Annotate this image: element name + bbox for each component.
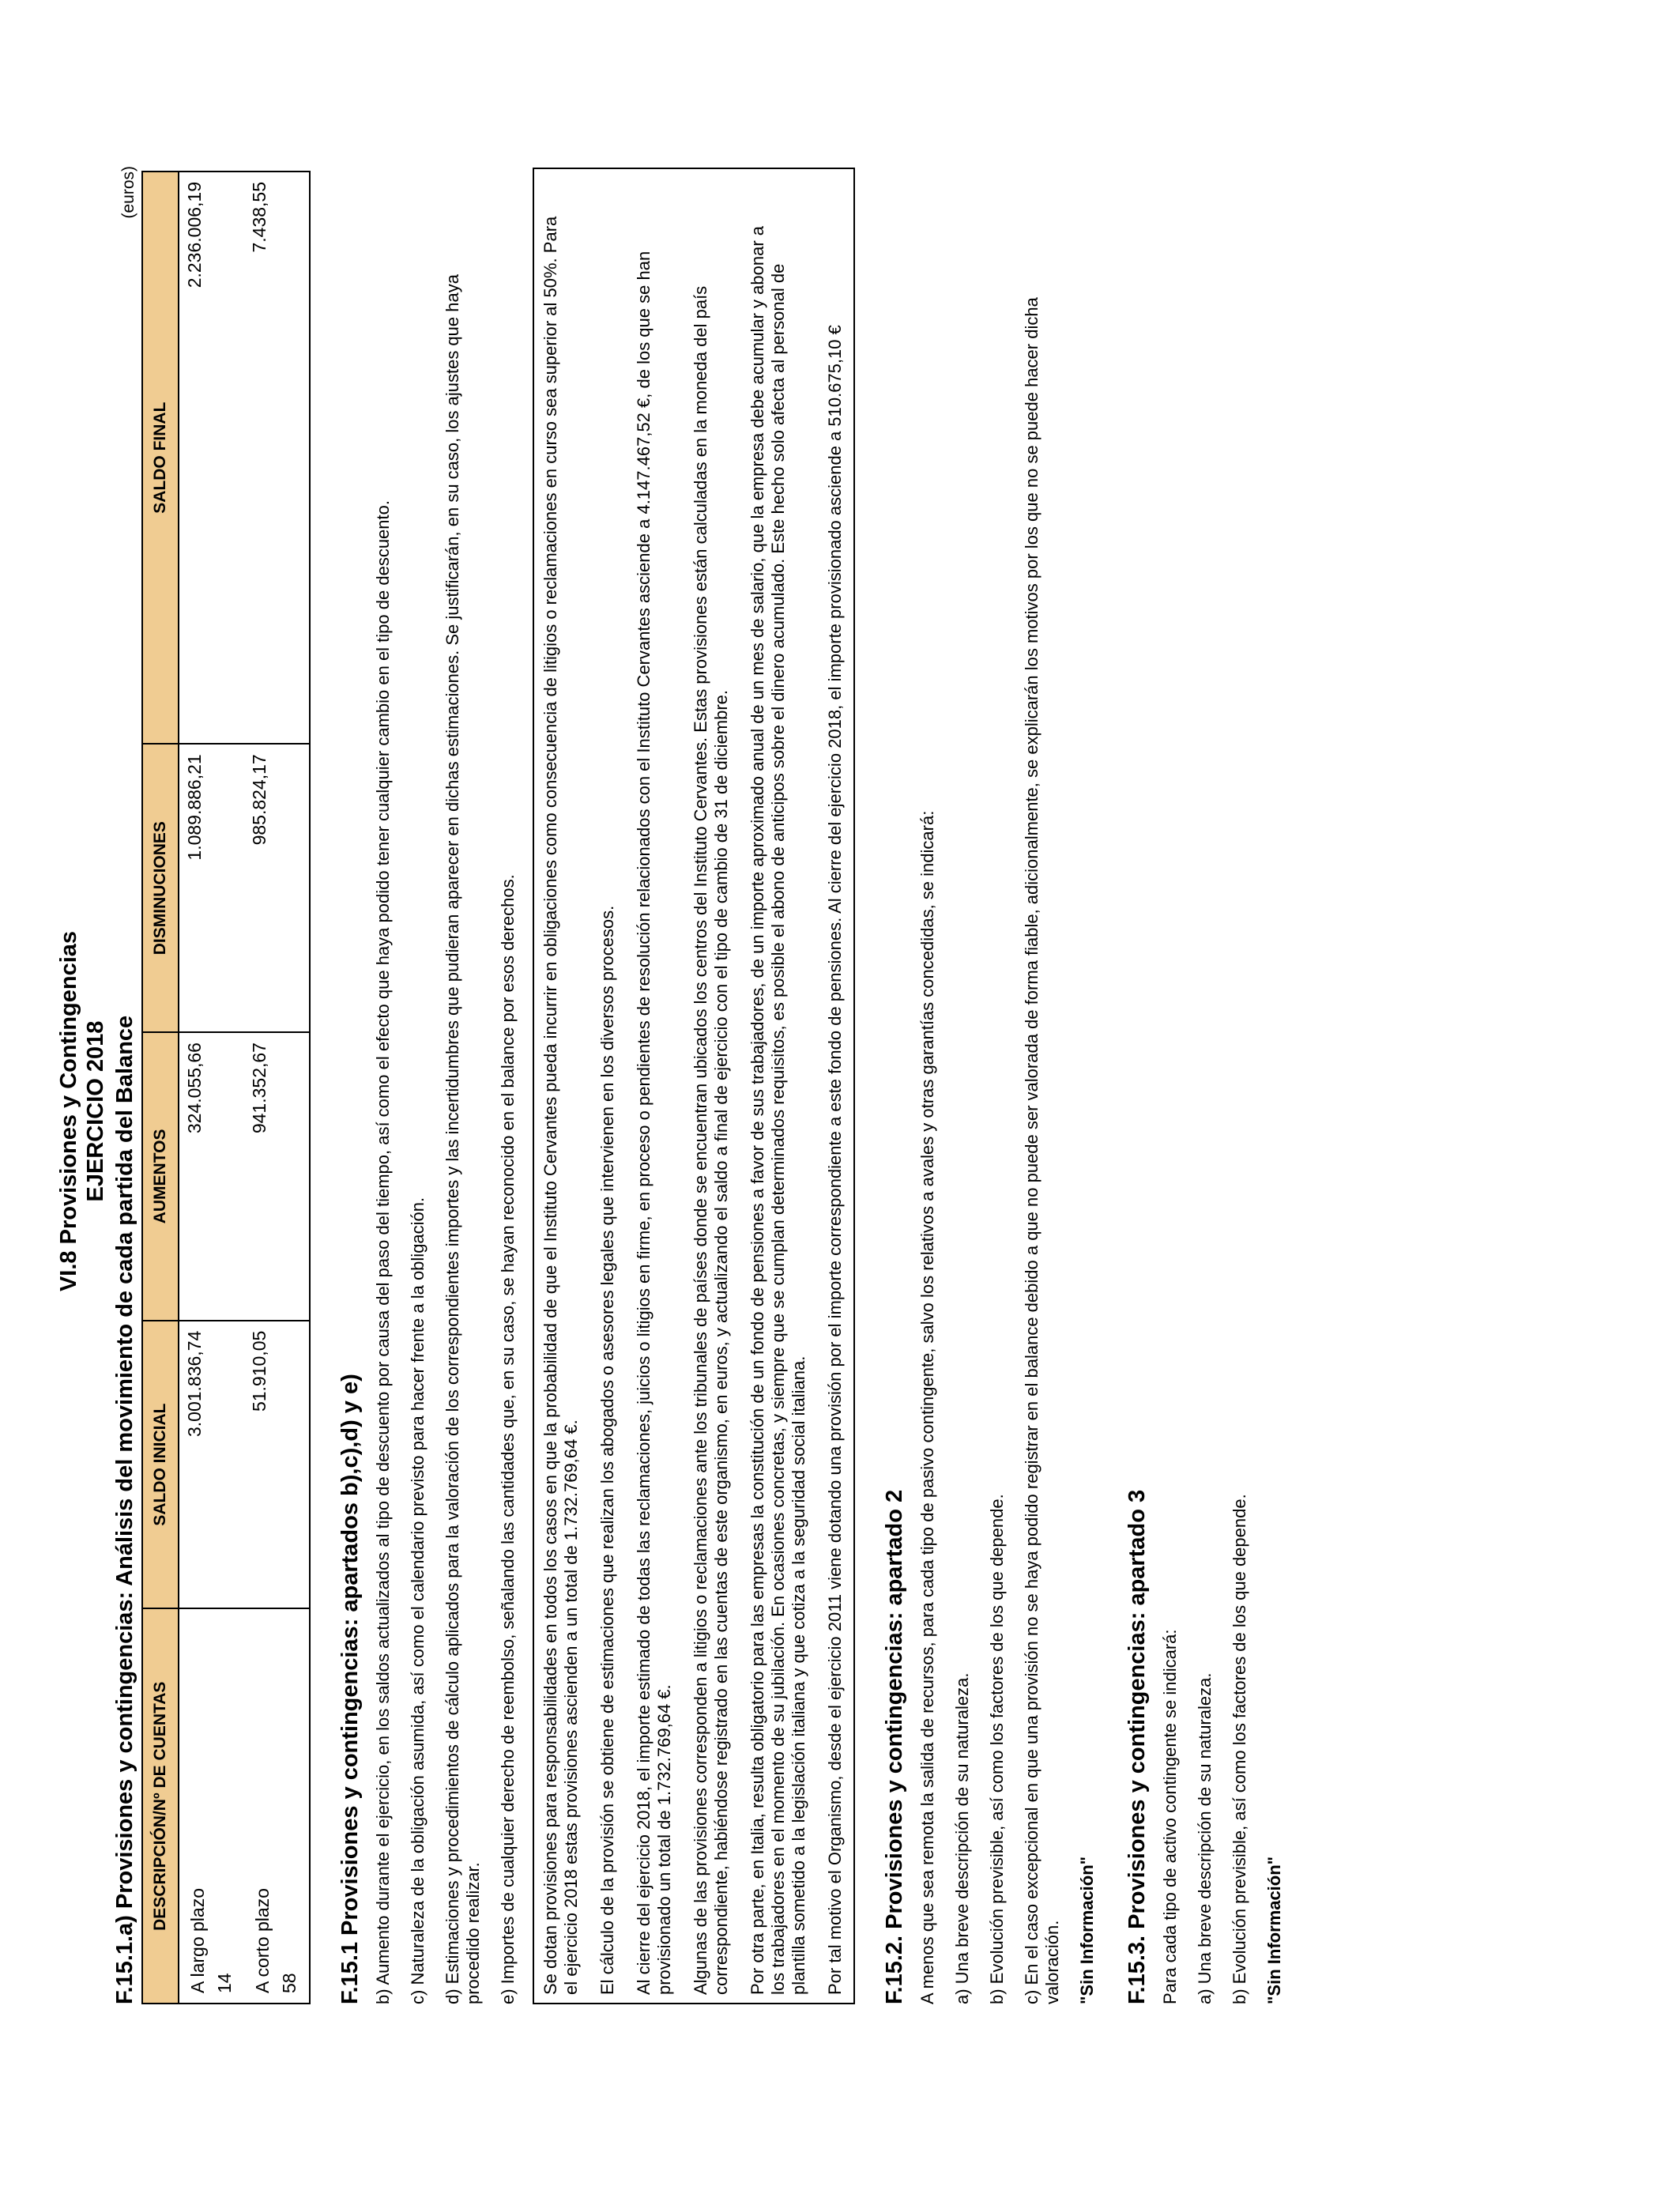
explanation-box xyxy=(533,168,855,2004)
box-paragraph: Por tal motivo el Organismo, desde el ejercicio 2011 viene dotando una provisión por el importe correspondiente a este fondo de pensiones. Al cierre del ejercicio 2018, el importe provisionado asciende a 510.675,10 € xyxy=(825,325,845,1995)
section2-item-a: a) Una breve descripción de su naturaleza. xyxy=(952,1672,972,2004)
section-heading-f15-3: F.15.3. Provisiones y contingencias: apartado 3 xyxy=(1124,1489,1150,2004)
table-row xyxy=(179,172,244,2004)
section-heading-f15-1: F.15.1 Provisiones y contingencias: apartados b),c),d) y e) xyxy=(337,1374,363,2004)
page-title: VI.8 Provisiones y Contingencias xyxy=(56,930,81,1292)
column-header: AUMENTOS xyxy=(142,1032,179,1321)
table-row xyxy=(244,172,310,2004)
section-heading-f15-2: F.15.2. Provisiones y contingencias: apartado 2 xyxy=(882,1489,907,2004)
saldo-inicial-cell: 3.001.836,74 xyxy=(179,1321,244,1609)
column-header: SALDO FINAL xyxy=(142,172,179,744)
saldo-inicial-cell: 51.910,05 xyxy=(244,1321,310,1609)
page-subtitle: EJERCICIO 2018 xyxy=(83,1020,108,1202)
aumentos-cell: 941.352,67 xyxy=(244,1032,310,1321)
item-b: b) Aumento durante el ejercicio, en los saldos actualizados al tipo de descuento por causa del paso del tiempo, así como el efecto que haya podido tener cualquier cambio en el tipo de descuento. xyxy=(373,500,393,2004)
section3-note: "Sin Información" xyxy=(1264,1856,1284,2004)
item-e: e) Importes de cualquier derecho de reembolso, señalando las cantidades que, en su caso, se hayan reconocido en el balance por esos derechos. xyxy=(498,874,518,2004)
item-d: d) Estimaciones y procedimientos de cálculo aplicados para la valoración de los correspondientes importes y las incertidumbres que pudieran aparecer en dichas estimaciones. Se justificarán, en su caso, los ajustes que haya procedido realizar. xyxy=(443,274,483,2004)
box-paragraph: El cálculo de la provisión se obtiene de estimaciones que realizan los abogados o asesores legales que intervienen en los diversos procesos. xyxy=(597,905,617,1995)
box-paragraph: Se dotan provisiones para responsabilidades en todos los casos en que la probabilidad de que el Instituto Cervantes pueda incurrir en obligaciones como consecuencia de litigios o reclamaciones en curso sea superior al 50%. Para el ejercicio 2018 estas provisiones ascienden a un total de 1.732.769,64 €. xyxy=(541,216,581,1995)
box-paragraph: Algunas de las provisiones corresponden a litigios o reclamaciones ante los tribunales de países donde se encuentran ubicados los centros del Instituto Cervantes. Estas provisiones están calculadas en la moneda del país correspondiente, habiéndose registrado en las cuentas de este organismo, en euros, y actualizando el saldo a final de ejercicio con el tipo de cambio de 31 de diciembre. xyxy=(691,285,731,1995)
document-page xyxy=(55,155,1299,2004)
row-description xyxy=(179,1608,244,2004)
section2-note: "Sin Información" xyxy=(1077,1856,1097,2004)
section2-item-c: c) En el caso excepcional en que una provisión no se haya podido registrar en el balance debido a que no puede ser valorada de forma fiable, adicionalmente, se explicarán los motivos por los que no se puede hacer dicha valoración. xyxy=(1022,297,1062,2004)
section2-item-b: b) Evolución previsible, así como los factores de los que depende. xyxy=(987,1494,1007,2004)
table-unit: (euros) xyxy=(119,166,137,219)
movement-table xyxy=(141,171,311,2004)
saldo-final-cell: 2.236.006,19 xyxy=(179,172,244,744)
table-header-row xyxy=(142,172,179,2004)
row-account: 58 xyxy=(279,1973,299,1993)
box-paragraph: Al cierre del ejercicio 2018, el importe estimado de todas las reclamaciones, juicios o litigios en firme, en proceso o pendientes de resolución relacionados con el Instituto Cervantes asciende a 4.147.467,52 €, de los que se han provisionado un total de 1.732.769,64 €. xyxy=(634,251,674,1995)
column-header: DISMINUCIONES xyxy=(142,744,179,1032)
section3-item-a: a) Una breve descripción de su naturaleza. xyxy=(1195,1672,1215,2004)
disminuciones-cell: 985.824,17 xyxy=(244,744,310,1032)
table-caption-row xyxy=(112,155,138,2004)
column-header: DESCRIPCIÓN/Nº DE CUENTAS xyxy=(142,1608,179,2004)
row-label: A corto plazo xyxy=(252,1888,273,1993)
section2-intro: A menos que sea remota la salida de recursos, para cada tipo de pasivo contingente, salvo los relativos a avales y otras garantías concedidas, se indicará: xyxy=(917,810,937,2004)
row-account: 14 xyxy=(214,1973,235,1993)
section3-intro: Para cada tipo de activo contingente se indicará: xyxy=(1160,1629,1180,2004)
row-description xyxy=(244,1608,310,2004)
table-caption: F.15.1.a) Provisiones y contingencias: Análisis del movimiento de cada partida del Balance xyxy=(112,1015,137,2004)
aumentos-cell: 324.055,66 xyxy=(179,1032,244,1321)
saldo-final-cell: 7.438,55 xyxy=(244,172,310,744)
column-header: SALDO INICIAL xyxy=(142,1321,179,1609)
item-c: c) Naturaleza de la obligación asumida, así como el calendario previsto para hacer frente a la obligación. xyxy=(408,1197,428,2004)
row-label: A largo plazo xyxy=(187,1888,208,1993)
box-paragraph: Por otra parte, en Italia, resulta obligatorio para las empresas la constitución de un fondo de pensiones a favor de sus trabajadores, de un importe aproximado anual de un mes de salario, que la empresa debe acumular y abonar a los trabajadores en el momento de su jubilación. En ocasiones concretas, y siempre que se cumplan determinados requisitos, es posible el abono de anticipos sobre el dinero acumulado. Este hecho solo afecta al personal de plantilla sometido a la legislación italiana y que cotiza a la seguridad social italiana. xyxy=(748,225,808,1995)
section3-item-b: b) Evolución previsible, así como los factores de los que depende. xyxy=(1230,1494,1249,2004)
disminuciones-cell: 1.089.886,21 xyxy=(179,744,244,1032)
